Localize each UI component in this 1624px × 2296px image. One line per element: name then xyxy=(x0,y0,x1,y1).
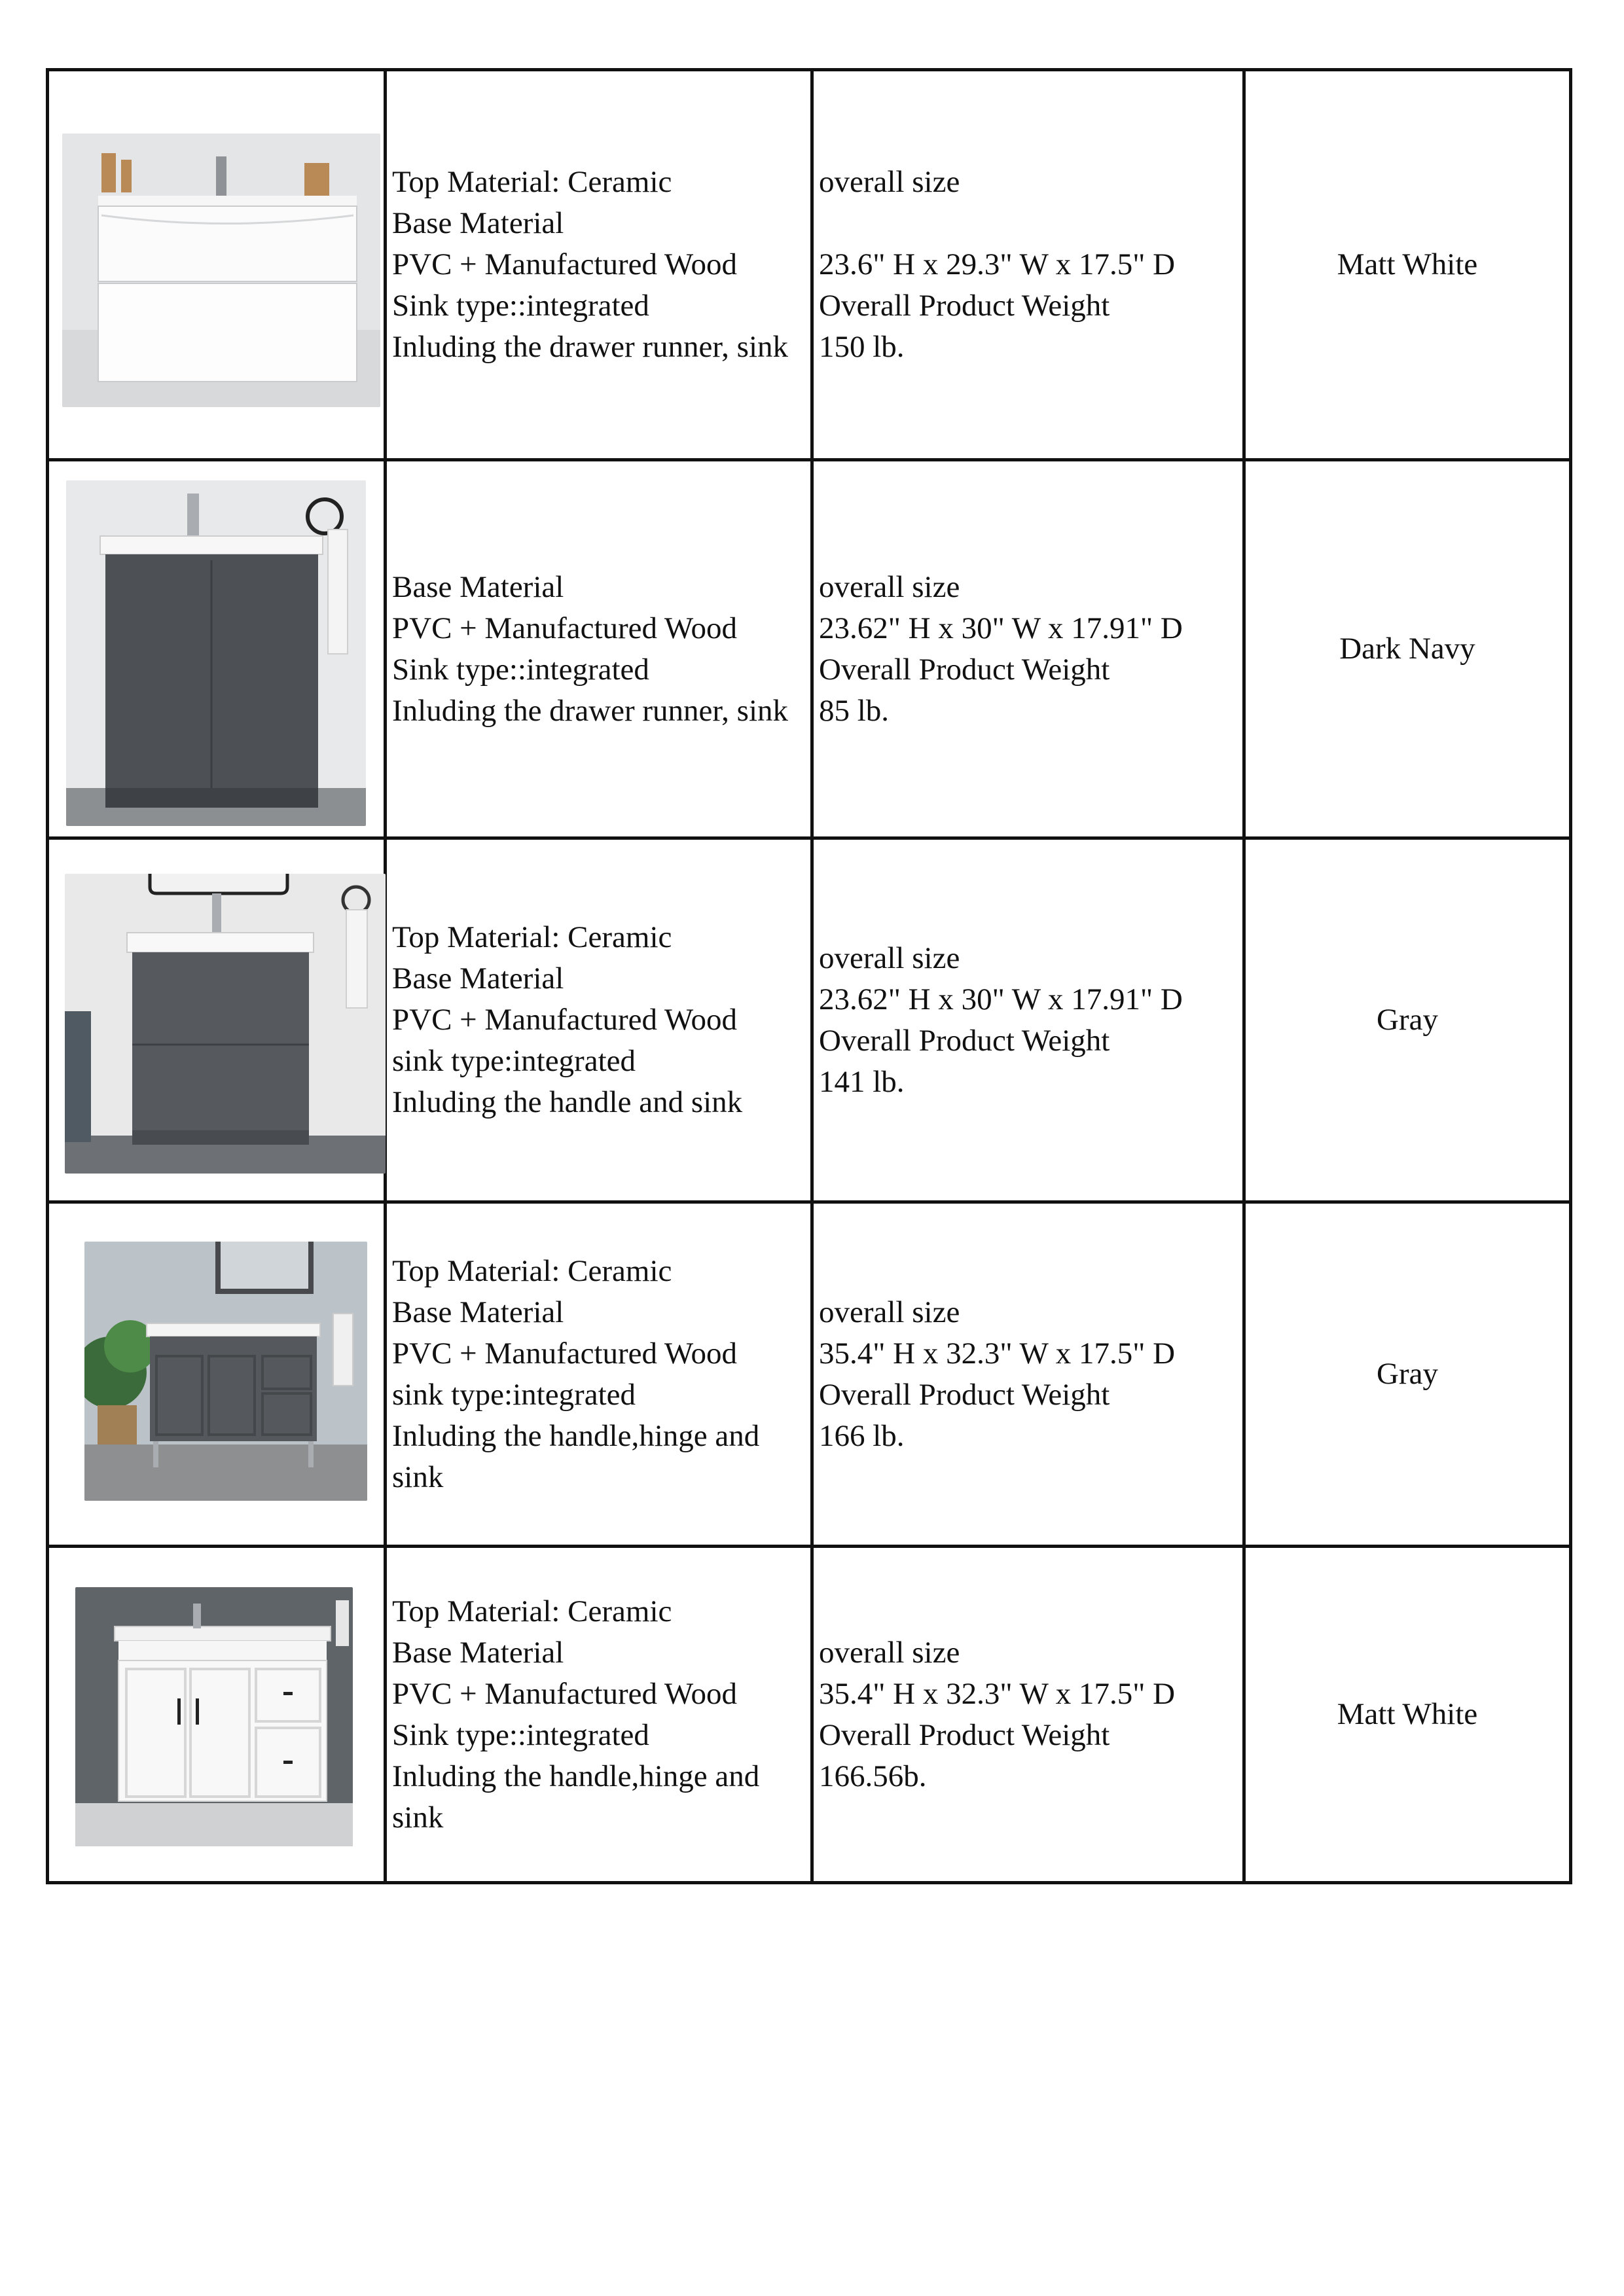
material-line: Base Material xyxy=(392,1635,564,1670)
material-line: sink xyxy=(392,1800,444,1835)
material-line: sink xyxy=(392,1460,444,1494)
color-cell xyxy=(1244,1202,1571,1547)
material-line: Top Material: Ceramic xyxy=(392,1594,672,1628)
dimension-line: overall size xyxy=(819,165,960,199)
table-row xyxy=(48,70,1571,460)
image-cell xyxy=(48,460,386,838)
material-line: PVC + Manufactured Wood xyxy=(392,247,738,281)
image-cell xyxy=(48,1202,386,1547)
image-cell xyxy=(48,838,386,1202)
material-line: PVC + Manufactured Wood xyxy=(392,1003,738,1037)
product-spec-table xyxy=(46,68,1572,1884)
table-row xyxy=(48,460,1571,838)
dimension-line: Overall Product Weight xyxy=(819,289,1110,323)
dimensions-cell xyxy=(812,838,1244,1202)
material-line: PVC + Manufactured Wood xyxy=(392,611,738,645)
table-row xyxy=(48,1547,1571,1883)
dimension-line: 85 lb. xyxy=(819,693,890,728)
color-cell xyxy=(1244,1547,1571,1883)
dimension-line: 166.56b. xyxy=(819,1759,927,1793)
material-line: sink type:integrated xyxy=(392,1377,636,1412)
dimension-line: overall size xyxy=(819,941,960,975)
material-line: Base Material xyxy=(392,961,564,996)
material-line: Inluding the drawer runner, sink xyxy=(392,693,789,728)
dimensions-cell xyxy=(812,70,1244,460)
spec-sheet xyxy=(46,68,1572,1881)
material-line: Inluding the handle and sink xyxy=(392,1085,743,1119)
material-line: Sink type::integrated xyxy=(392,1717,649,1752)
dimension-line: Overall Product Weight xyxy=(819,1717,1110,1752)
dimension-line: 166 lb. xyxy=(819,1418,905,1453)
dimension-line: 23.62" H x 30" W x 17.91" D xyxy=(819,611,1183,645)
color-value: Gray xyxy=(1377,1003,1438,1037)
material-line: Inluding the handle,hinge and xyxy=(392,1418,760,1453)
dimension-line: 35.4" H x 32.3" W x 17.5" D xyxy=(819,1676,1176,1711)
color-value: Matt White xyxy=(1337,1697,1478,1731)
dimension-line: Overall Product Weight xyxy=(819,652,1110,687)
material-cell xyxy=(386,1202,812,1547)
dimension-line: 23.6" H x 29.3" W x 17.5" D xyxy=(819,247,1176,281)
dimension-line: 150 lb. xyxy=(819,330,905,364)
material-line: Base Material xyxy=(392,206,564,240)
dimension-line: 23.62" H x 30" W x 17.91" D xyxy=(819,982,1183,1016)
color-value: Gray xyxy=(1377,1357,1438,1391)
dark-two-door-vanity-photo xyxy=(66,480,366,826)
color-cell xyxy=(1244,70,1571,460)
dimension-line: 35.4" H x 32.3" W x 17.5" D xyxy=(819,1336,1176,1371)
dimension-line: overall size xyxy=(819,569,960,604)
material-line: Sink type::integrated xyxy=(392,289,649,323)
dimension-line: 141 lb. xyxy=(819,1064,905,1099)
dimension-line: overall size xyxy=(819,1295,960,1329)
image-cell xyxy=(48,1547,386,1883)
material-line: Top Material: Ceramic xyxy=(392,165,672,199)
table-row xyxy=(48,838,1571,1202)
material-line: Base Material xyxy=(392,569,564,604)
material-cell xyxy=(386,70,812,460)
dimension-line: overall size xyxy=(819,1635,960,1670)
material-line: Top Material: Ceramic xyxy=(392,920,672,954)
dimensions-cell xyxy=(812,1202,1244,1547)
color-value: Matt White xyxy=(1337,247,1478,281)
material-line: Base Material xyxy=(392,1295,564,1329)
material-line: Sink type::integrated xyxy=(392,652,649,687)
material-cell xyxy=(386,460,812,838)
material-line: Inluding the handle,hinge and xyxy=(392,1759,760,1793)
dimension-line: Overall Product Weight xyxy=(819,1377,1110,1412)
dimensions-cell xyxy=(812,460,1244,838)
dimensions-cell xyxy=(812,1547,1244,1883)
material-line: sink type:integrated xyxy=(392,1044,636,1078)
gray-shaker-vanity-photo xyxy=(84,1242,367,1501)
material-line: Inluding the drawer runner, sink xyxy=(392,330,789,364)
material-cell xyxy=(386,838,812,1202)
gray-two-drawer-vanity-photo xyxy=(65,874,386,1174)
color-cell xyxy=(1244,460,1571,838)
white-shaker-vanity-photo xyxy=(75,1587,353,1846)
color-value: Dark Navy xyxy=(1339,632,1475,666)
material-cell xyxy=(386,1547,812,1883)
white-wall-mounted-vanity-photo xyxy=(62,134,380,407)
material-line: Top Material: Ceramic xyxy=(392,1253,672,1288)
dimension-line-blank xyxy=(819,203,1242,244)
material-line: PVC + Manufactured Wood xyxy=(392,1336,738,1371)
material-line: PVC + Manufactured Wood xyxy=(392,1676,738,1711)
dimension-line: Overall Product Weight xyxy=(819,1023,1110,1058)
image-cell xyxy=(48,70,386,460)
table-row xyxy=(48,1202,1571,1547)
color-cell xyxy=(1244,838,1571,1202)
